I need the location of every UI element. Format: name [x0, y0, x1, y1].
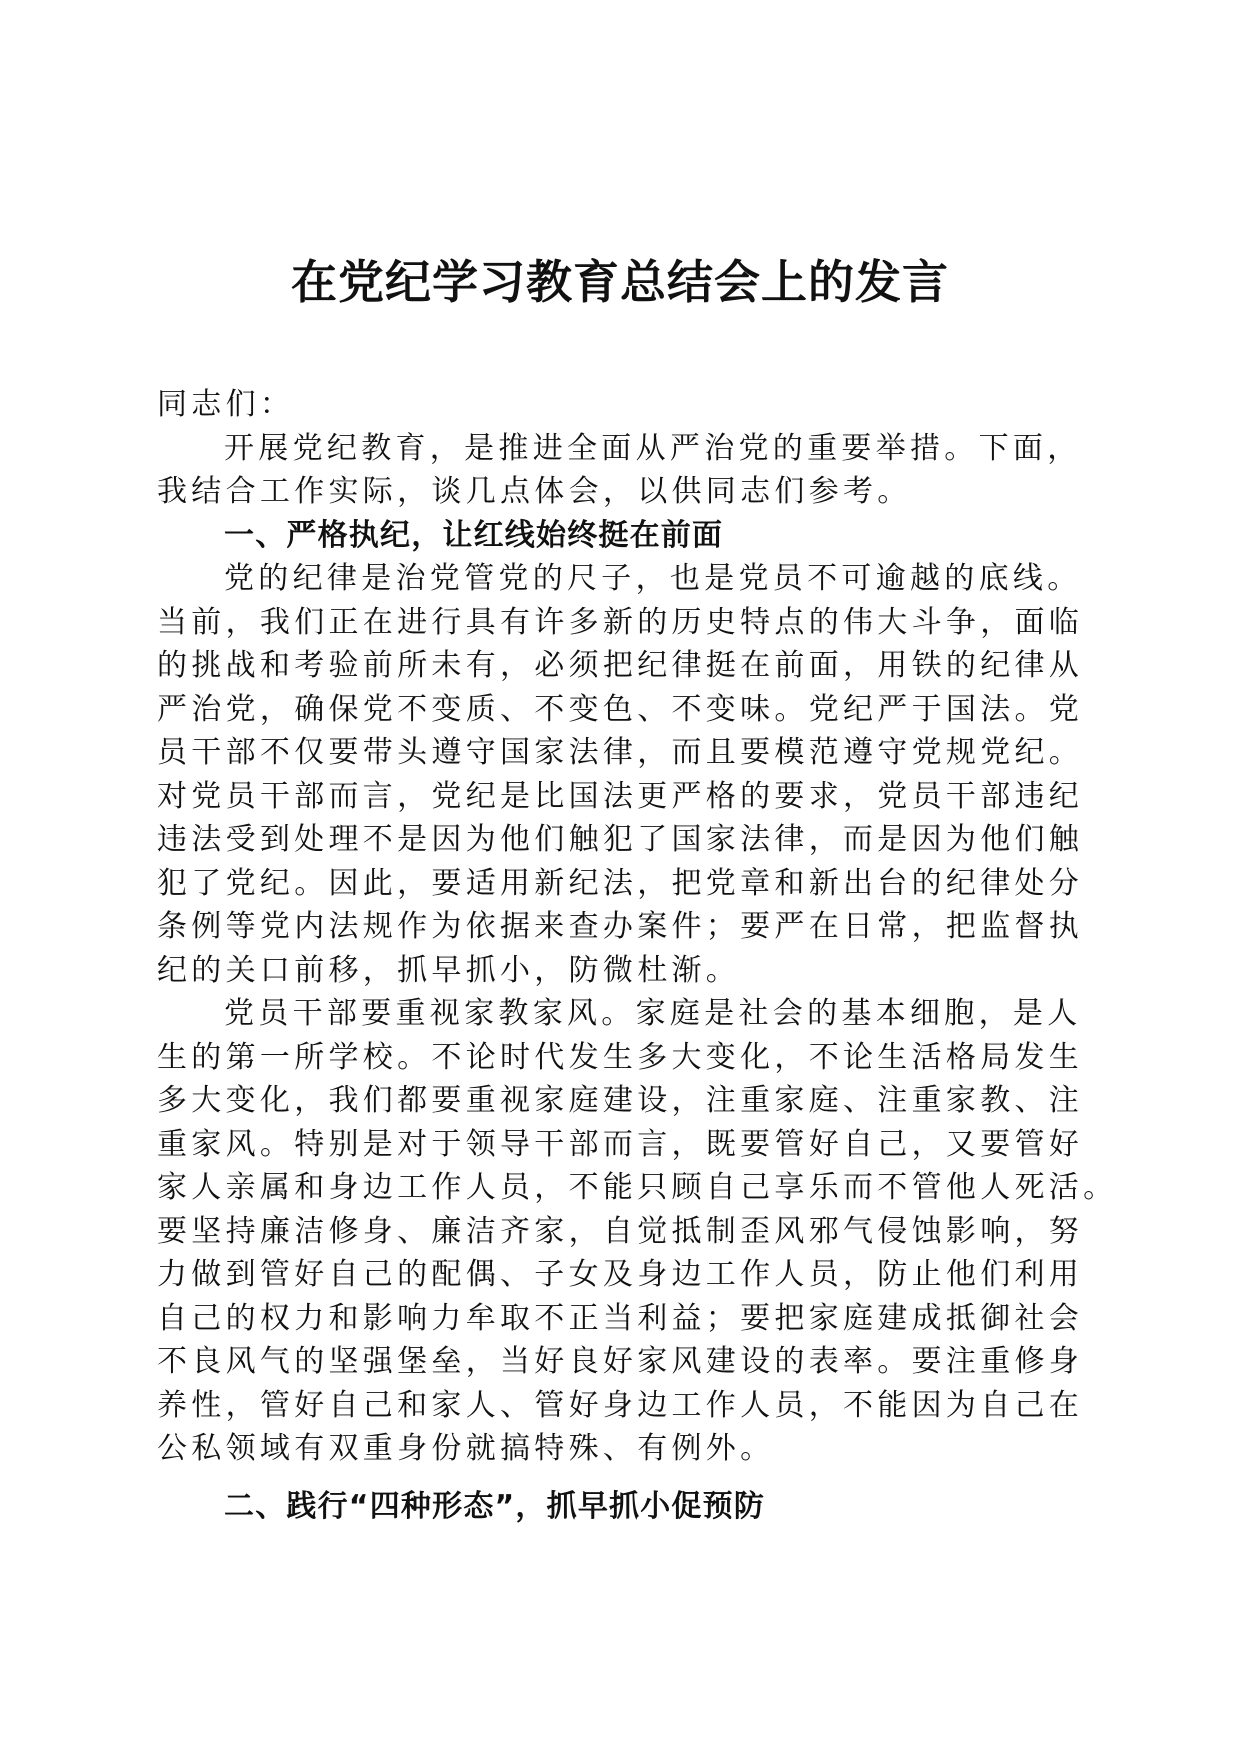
paragraph-line: 当前，我们正在进行具有许多新的历史特点的伟大斗争，面临 [157, 604, 1084, 640]
paragraph-line: 多大变化，我们都要重视家庭建设，注重家庭、注重家教、注 [157, 1083, 1084, 1118]
section-heading-1: 一、严格执纪，让红线始终挺在前面 [224, 517, 724, 553]
paragraph-line: 要坚持廉洁修身、廉洁齐家，自觉抵制歪风邪气侵蚀影响，努 [157, 1213, 1084, 1249]
paragraph-line: 员干部不仅要带头遵守国家法律，而且要模范遵守党规党纪。 [157, 735, 1084, 770]
paragraph-line: 纪的关口前移，抓早抓小，防微杜渐。 [157, 952, 741, 988]
paragraph-line: 不良风气的坚强堡垒，当好良好家风建设的表率。要注重修身 [157, 1344, 1084, 1379]
document-title: 在党纪学习教育总结会上的发言 [291, 255, 949, 309]
paragraph-line: 生的第一所学校。不论时代发生多大变化，不论生活格局发生 [157, 1039, 1084, 1075]
paragraph-line: 违法受到处理不是因为他们触犯了国家法律，而是因为他们触 [157, 822, 1084, 857]
paragraph-line: 犯了党纪。因此，要适用新纪法，把党章和新出台的纪律处分 [157, 865, 1084, 901]
section-heading-2: 二、践行“四种形态”，抓早抓小促预防 [224, 1488, 766, 1524]
paragraph-line: 条例等党内法规作为依据来查办案件；要严在日常，把监督执 [157, 909, 1084, 944]
salutation: 同志们： [157, 387, 295, 422]
paragraph-line: 的挑战和考验前所未有，必须把纪律挺在前面，用铁的纪律从 [157, 648, 1084, 683]
paragraph-line: 党的纪律是治党管党的尺子，也是党员不可逾越的底线。 [224, 561, 1082, 596]
paragraph-line: 党员干部要重视家教家风。家庭是社会的基本细胞，是人 [224, 996, 1082, 1031]
paragraph-line: 重家风。特别是对于领导干部而言，既要管好自己，又要管好 [157, 1126, 1084, 1162]
document-body [157, 383, 1118, 1528]
paragraph-line: 开展党纪教育，是推进全面从严治党的重要举措。下面， [224, 430, 1082, 466]
paragraph-line: 养性，管好自己和家人、管好身边工作人员，不能因为自己在 [157, 1387, 1084, 1423]
paragraph-line: 对党员干部而言，党纪是比国法更严格的要求，党员干部违纪 [157, 778, 1084, 814]
paragraph-line: 力做到管好自己的配偶、子女及身边工作人员，防止他们利用 [157, 1257, 1084, 1292]
paragraph-line: 严治党，确保党不变质、不变色、不变味。党纪严于国法。党 [157, 691, 1084, 727]
paragraph-line: 我结合工作实际，谈几点体会，以供同志们参考。 [157, 474, 912, 509]
paragraph-line: 家人亲属和身边工作人员，不能只顾自己享乐而不管他人死活。 [157, 1170, 1118, 1205]
paragraph-line: 自己的权力和影响力牟取不正当利益；要把家庭建成抵御社会 [157, 1300, 1084, 1336]
section-gap [157, 1471, 1083, 1485]
paragraph-line: 公私领域有双重身份就搞特殊、有例外。 [157, 1431, 775, 1466]
